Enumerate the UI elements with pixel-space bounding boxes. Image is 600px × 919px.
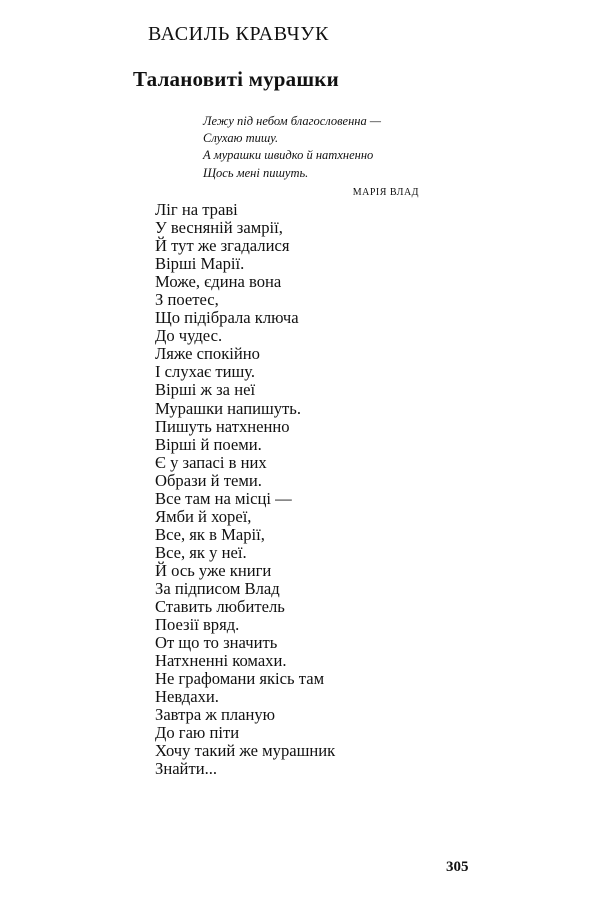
epigraph-line: А мурашки швидко й натхненно xyxy=(203,148,374,163)
poem-body xyxy=(155,201,335,779)
poem-line: Ставить любитель xyxy=(155,597,285,617)
poem-line: Вірші Марії. xyxy=(155,254,245,274)
epigraph-line: Щось мені пишуть. xyxy=(203,165,309,180)
poem-line: Ямби й хореї, xyxy=(155,506,252,526)
poem-line: Ляже спокійно xyxy=(155,344,260,364)
poem-line: У весняній замрії, xyxy=(155,218,283,238)
poem-line: Образи й теми. xyxy=(155,470,262,490)
poem-line: Й тут же згадалися xyxy=(155,236,290,256)
poem-line: Що підібрала ключа xyxy=(155,308,299,328)
poem-line: Натхненні комахи. xyxy=(155,651,287,671)
epigraph-author: МАРІЯ ВЛАД xyxy=(352,186,419,198)
poem-line: Знайти... xyxy=(155,759,218,779)
poem-line: Невдахи. xyxy=(155,687,219,707)
page-number: 305 xyxy=(446,859,469,875)
poem-line: Завтра ж планую xyxy=(155,705,276,725)
poem-line: Мурашки напишуть. xyxy=(155,398,301,418)
poem-line: Може, єдина вона xyxy=(155,272,282,292)
epigraph-line: Слухаю тишу. xyxy=(203,131,279,146)
poem-line: От що то значить xyxy=(155,633,278,653)
poem-line: Не графомани якісь там xyxy=(155,669,325,689)
poem-line: До чудес. xyxy=(155,326,223,346)
poem-line: І слухає тишу. xyxy=(155,362,256,382)
poem-line: Й ось уже книги xyxy=(155,560,272,580)
poem-line: Ліг на траві xyxy=(155,200,238,219)
poem-line: Все там на місці — xyxy=(155,488,292,508)
poem-line: Все, як у неї. xyxy=(155,542,247,562)
epigraph-line: Лежу під небом благословенна — xyxy=(203,114,381,128)
poem-title: Талановиті мурашки xyxy=(133,67,339,91)
poem-line: Є у запасі в них xyxy=(155,452,267,472)
poem-line: До гаю піти xyxy=(155,723,240,743)
poem-line: За підписом Влад xyxy=(155,578,280,598)
poem-line: З поетес, xyxy=(155,290,219,310)
poem-line: Хочу такий же мурашник xyxy=(155,741,336,761)
epigraph xyxy=(203,113,423,201)
poem-line: Поезії вряд. xyxy=(155,615,240,635)
poem-line: Все, як в Марії, xyxy=(155,524,265,544)
author-name: ВАСИЛЬ КРАВЧУК xyxy=(148,23,329,45)
poem-line: Пишуть натхненно xyxy=(155,416,290,436)
poem-line: Вірші й поеми. xyxy=(155,434,262,454)
poem-line: Вірші ж за неї xyxy=(155,380,256,400)
